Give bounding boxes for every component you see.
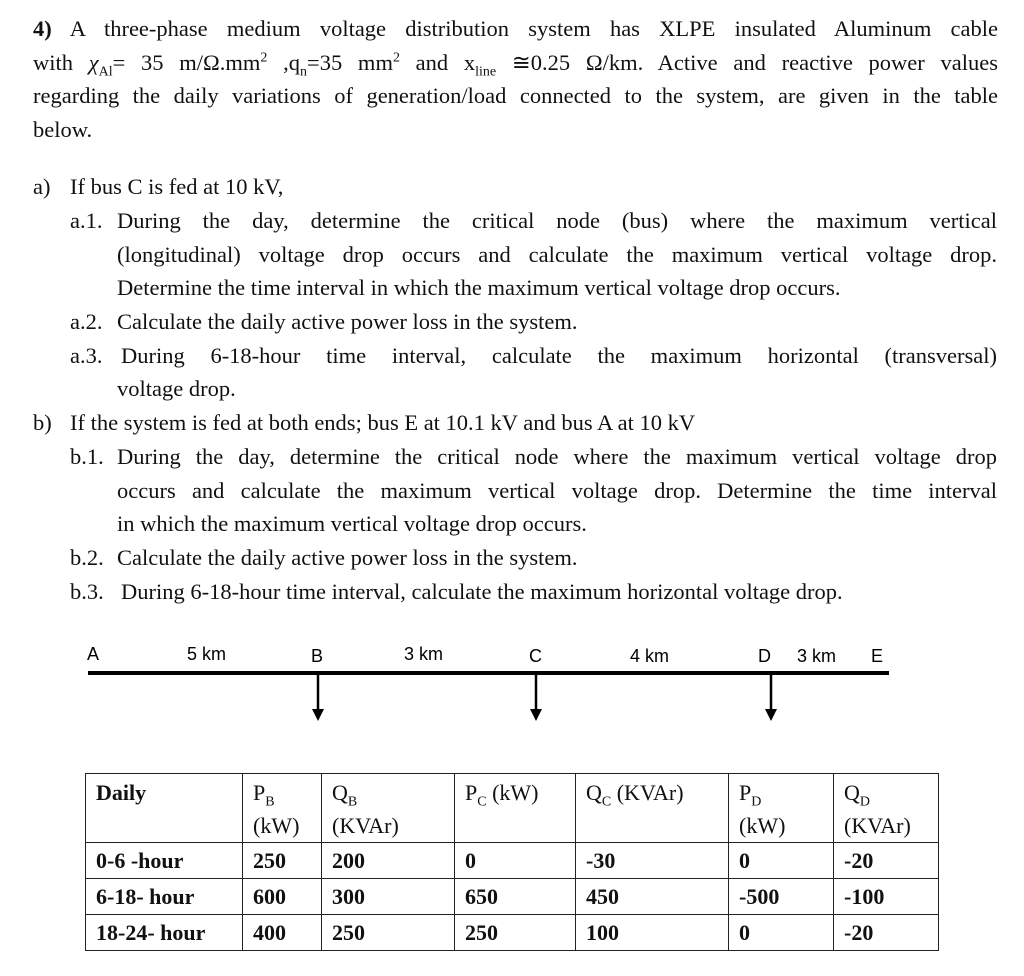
header-qd-sub: D [859, 794, 871, 810]
distance-label-cd: 4 km [630, 646, 670, 666]
x-sub: line [475, 64, 497, 79]
cell-pd: 0 [729, 843, 834, 879]
header-qd [834, 774, 939, 843]
header-daily-text: Daily [96, 780, 147, 805]
cell-pb: 600 [243, 879, 322, 915]
header-qc-symbol: Q [586, 780, 602, 805]
a2-label: a.2. [70, 309, 103, 334]
a3-line-1: During 6-18-hour time interval, calculate the maximum horizontal (transversal) [121, 343, 997, 368]
part-a-text: If bus C is fed at 10 kV, [70, 174, 284, 199]
load-b-arrow [312, 709, 324, 721]
part-b-label: b) [33, 410, 52, 435]
cell-period: 18-24- hour [86, 915, 243, 951]
b3-label: b.3. [70, 579, 104, 604]
header-pc-unit: (kW) [486, 780, 539, 805]
cell-qb: 250 [322, 915, 455, 951]
cell-pc: 0 [455, 843, 576, 879]
bus-label-d: D [758, 646, 771, 666]
bus-label-a: A [87, 644, 100, 664]
b1-line-2: occurs and calculate the maximum vertical voltage drop. Determine the time interval [117, 478, 997, 503]
header-daily [86, 774, 243, 843]
intro-text-1: A three-phase medium voltage distribution system has XLPE insulated Aluminum cable [69, 16, 998, 41]
a2-text: Calculate the daily active power loss in the system. [117, 309, 578, 334]
header-pd-unit: (kW) [739, 813, 786, 838]
b2-text: Calculate the daily active power loss in the system. [117, 545, 578, 570]
cell-qb: 300 [322, 879, 455, 915]
header-qb-sub: B [347, 794, 358, 810]
load-d-arrow [765, 709, 777, 721]
chi-sub: Al [98, 64, 113, 79]
a1-label: a.1. [70, 208, 103, 233]
bus-label-c: C [529, 646, 542, 666]
b3-text: During 6-18-hour time interval, calculate the maximum horizontal voltage drop. [121, 579, 843, 604]
qn-value: =35 mm [307, 49, 393, 75]
and-word: and [399, 49, 464, 75]
b1-line-3: in which the maximum vertical voltage drop occurs. [117, 511, 587, 536]
header-qd-unit: (KVAr) [844, 813, 911, 838]
header-qc-unit: (KVAr) [611, 780, 684, 805]
cell-period: 6-18- hour [86, 879, 243, 915]
cell-pc: 250 [455, 915, 576, 951]
cell-qc: -30 [576, 843, 729, 879]
header-qc-sub: C [601, 794, 612, 810]
qn-sub: n [300, 64, 308, 79]
a3-label: a.3. [70, 343, 103, 368]
cell-pd: -500 [729, 879, 834, 915]
header-pc-sub: C [477, 794, 487, 810]
header-pb-symbol: P [253, 780, 266, 805]
cell-qc: 100 [576, 915, 729, 951]
chi-sup: 2 [260, 50, 268, 65]
cell-pb: 400 [243, 915, 322, 951]
cell-pc: 650 [455, 879, 576, 915]
intro-with: with [33, 49, 89, 75]
cell-pb: 250 [243, 843, 322, 879]
a1-line-2: (longitudinal) voltage drop occurs and calculate the maximum vertical voltage drop. [117, 242, 997, 267]
header-pd-sub: D [751, 794, 762, 810]
intro-line-4: below. [33, 116, 93, 142]
x-symbol: x [463, 49, 476, 75]
header-pd [729, 774, 834, 843]
problem-intro [33, 12, 998, 146]
table-header-row [86, 774, 939, 843]
load-c-arrow [530, 709, 542, 721]
b2-label: b.2. [70, 545, 104, 570]
a1-line-1: During the day, determine the critical node (bus) where the maximum vertical [117, 208, 997, 233]
feeder-diagram [0, 635, 1024, 745]
a1-line-3: Determine the time interval in which the maximum vertical voltage drop occurs. [117, 275, 841, 300]
part-a-label: a) [33, 174, 51, 199]
intro-line-1 [33, 12, 998, 46]
power-table [85, 773, 939, 951]
chi-symbol: χ [88, 49, 99, 75]
bus-label-b: B [311, 646, 324, 666]
b1-label: b.1. [70, 444, 104, 469]
bus-label-e: E [871, 646, 884, 666]
distance-label-de: 3 km [797, 646, 837, 666]
header-pc [455, 774, 576, 843]
qn-label: ,q [267, 49, 301, 75]
header-pd-symbol: P [739, 780, 752, 805]
table-row [86, 879, 939, 915]
qn-sup: 2 [392, 50, 400, 65]
part-b-text: If the system is fed at both ends; bus E at 10.1 kV and bus A at 10 kV [70, 410, 696, 435]
header-qc [576, 774, 729, 843]
b1-line-1: During the day, determine the critical node where the maximum vertical voltage drop [117, 444, 997, 469]
cell-qd: -20 [834, 915, 939, 951]
header-pb [243, 774, 322, 843]
cell-qd: -20 [834, 843, 939, 879]
problem-number: 4) [33, 16, 52, 41]
cell-pd: 0 [729, 915, 834, 951]
table-row [86, 843, 939, 879]
cell-period: 0-6 -hour [86, 843, 243, 879]
header-qd-symbol: Q [844, 780, 860, 805]
distance-label-ab: 5 km [187, 644, 227, 664]
header-pb-unit: (kW) [253, 813, 300, 838]
header-pc-symbol: P [465, 780, 478, 805]
chi-value: = 35 m/Ω.mm [112, 49, 261, 75]
cell-qd: -100 [834, 879, 939, 915]
table-row [86, 915, 939, 951]
cell-qc: 450 [576, 879, 729, 915]
header-pb-sub: B [265, 794, 275, 810]
header-qb [322, 774, 455, 843]
intro-line-2 [33, 46, 998, 80]
distance-label-bc: 3 km [404, 644, 444, 664]
header-qb-unit: (KVAr) [332, 813, 399, 838]
intro-line-3: regarding the daily variations of generation/load connected to the system, are given in the table [33, 83, 998, 108]
cell-qb: 200 [322, 843, 455, 879]
header-qb-symbol: Q [332, 780, 348, 805]
x-value: ≅0.25 Ω/km. Active and reactive power values [496, 49, 998, 75]
a3-line-2: voltage drop. [117, 376, 236, 401]
